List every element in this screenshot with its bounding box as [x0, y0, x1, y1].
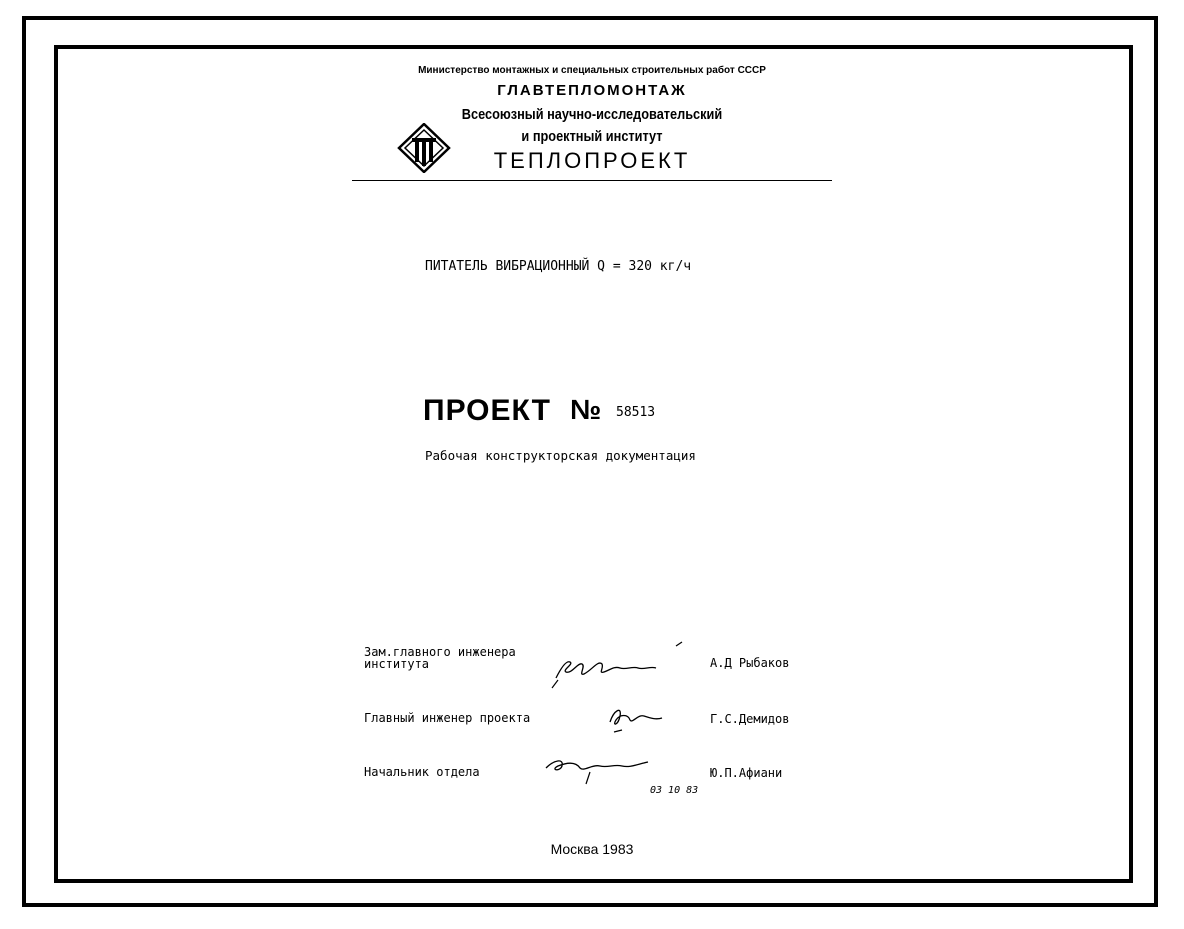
- signature-name-2: Г.С.Демидов: [710, 712, 790, 726]
- product-subject: ПИТАТЕЛЬ ВИБРАЦИОННЫЙ Q = 320 кг/ч: [425, 259, 692, 274]
- project-number: 58513: [616, 405, 656, 420]
- signature-scribble-2: [600, 700, 670, 736]
- signature-role-2-line1: Главный инженер проекта: [364, 711, 531, 725]
- ministry-line: Министерство монтажных и специальных строительных работ СССР: [418, 65, 766, 76]
- signature-role-1-line1: Зам.главного инженера: [364, 645, 516, 659]
- footer-city-year: Москва 1983: [550, 841, 634, 857]
- signature-name-1: А.Д Рыбаков: [710, 656, 790, 670]
- glavk-name: ГЛАВТЕПЛОМОНТАЖ: [497, 82, 687, 99]
- signature-scribble-1: [548, 640, 688, 690]
- signature-role-3-line1: Начальник отдела: [364, 765, 480, 779]
- institute-line-2: и проектный институт: [521, 128, 663, 145]
- institute-logo-icon: [397, 123, 451, 173]
- signature-scribble-3: [540, 752, 660, 792]
- signature-role-2: [364, 712, 530, 724]
- document-type: Рабочая конструкторская документация: [425, 448, 696, 463]
- institute-line-1: Всесоюзный научно-исследовательский: [461, 106, 723, 123]
- header-rule: [352, 180, 832, 181]
- signature-role-1: [364, 646, 516, 670]
- institute-name: ТЕПЛОПРОЕКТ: [493, 148, 691, 173]
- project-label: ПРОЕКТ: [423, 394, 551, 427]
- signature-name-3: Ю.П.Афиани: [710, 766, 783, 780]
- signature-date: 03 10 83: [650, 785, 699, 796]
- project-number-sign: №: [570, 394, 602, 425]
- signature-role-3: [364, 766, 480, 778]
- signature-role-1-line2: института: [364, 657, 430, 671]
